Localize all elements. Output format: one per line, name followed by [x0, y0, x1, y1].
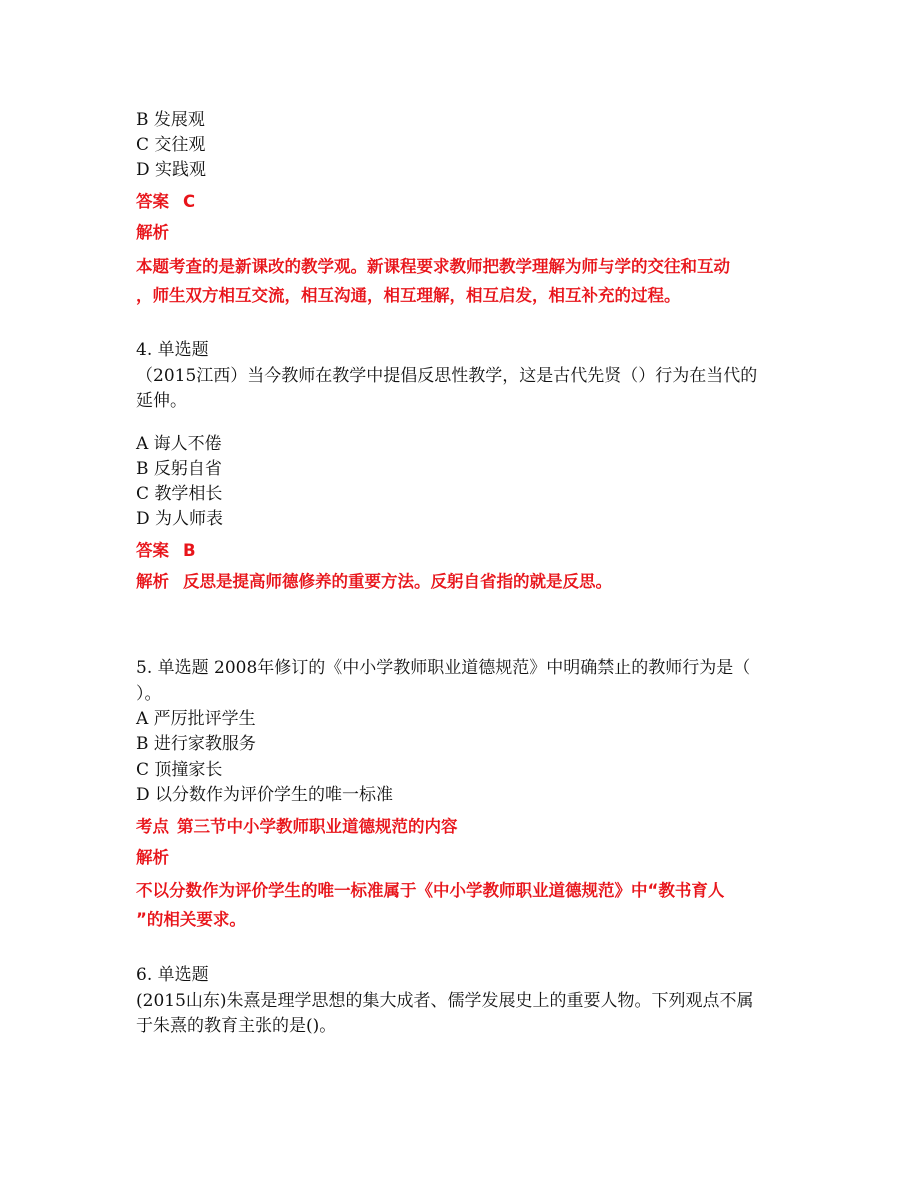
q5-option-d: D 以分数作为评价学生的唯一标准: [136, 785, 394, 805]
q4-option-a: A 诲人不倦: [136, 434, 222, 454]
q3-answer-label: 答案: [136, 192, 169, 211]
q3-analysis-line-1: 本题考查的是新课改的教学观。新课程要求教师把教学理解为师与学的交往和互动: [136, 257, 730, 276]
q4-option-c: C 教学相长: [136, 484, 223, 504]
q3-option-d: D 实践观: [136, 160, 207, 180]
q4-analysis-label: 解析: [136, 572, 169, 591]
q5-option-b: B 进行家教服务: [136, 734, 256, 754]
q3-answer: [136, 189, 195, 214]
q4-analysis: [136, 569, 612, 594]
q5-option-c: C 顶撞家长: [136, 760, 223, 780]
q4-option-d: D 为人师表: [136, 509, 224, 529]
q4-answer-value: B: [183, 541, 196, 560]
q6-type: 6. 单选题: [136, 965, 209, 985]
q3-analysis-label: 解析: [136, 223, 169, 242]
q5-point: [136, 814, 458, 839]
q4-type: 4. 单选题: [136, 340, 209, 360]
q4-answer-label: 答案: [136, 541, 169, 560]
q5-point-text: 第三节中小学教师职业道德规范的内容: [177, 817, 458, 836]
q3-answer-value: C: [183, 192, 196, 211]
q3-analysis-line-2: ，师生双方相互交流，相互沟通，相互理解，相互启发，相互补充的过程。: [136, 286, 681, 305]
q3-option-b: B 发展观: [136, 110, 205, 130]
q4-analysis-text: 反思是提高师德修养的重要方法。反躬自省指的就是反思。: [183, 572, 612, 591]
q5-analysis-line-2: ”的相关要求。: [136, 910, 246, 929]
q5-stem-line-2: ）。: [136, 684, 162, 704]
q6-stem-line-1: (2015山东)朱熹是理学思想的集大成者、儒学发展史上的重要人物。下列观点不属: [136, 991, 754, 1011]
q5-analysis-line-1: 不以分数作为评价学生的唯一标准属于《中小学教师职业道德规范》中“教书育人: [136, 881, 725, 900]
q4-answer: [136, 538, 196, 563]
q5-option-a: A 严厉批评学生: [136, 709, 256, 729]
q4-stem-line-1: （2015江西）当今教师在教学中提倡反思性教学，这是古代先贤（）行为在当代的: [136, 366, 758, 386]
q4-stem-line-2: 延伸。: [136, 391, 187, 411]
q4-option-b: B 反躬自省: [136, 459, 222, 479]
q5-analysis-label: 解析: [136, 848, 169, 867]
q6-stem-line-2: 于朱熹的教育主张的是()。: [136, 1016, 337, 1036]
q5-point-label: 考点: [136, 817, 169, 836]
q5-stem-line-1: 5. 单选题 2008年修订的《中小学教师职业道德规范》中明确禁止的教师行为是（: [136, 658, 751, 678]
q3-option-c: C 交往观: [136, 135, 206, 155]
